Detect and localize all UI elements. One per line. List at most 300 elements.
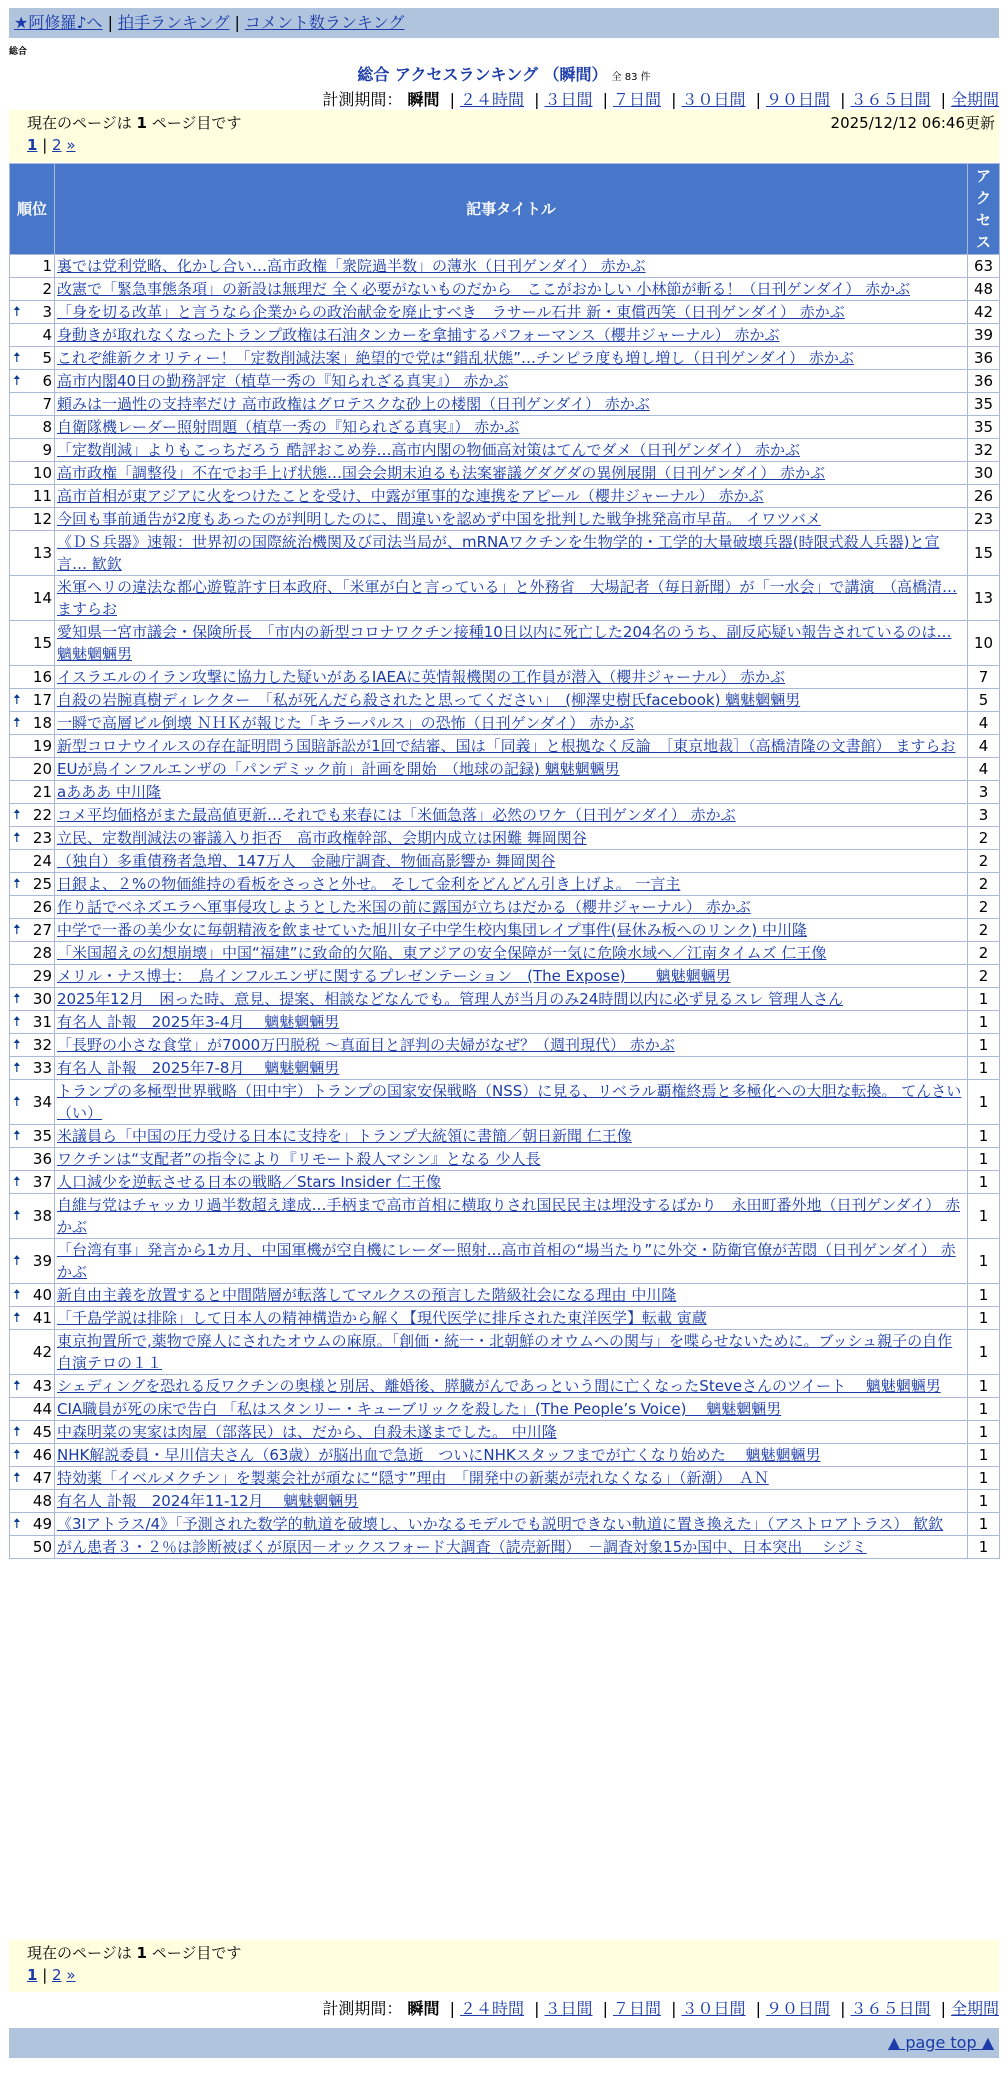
title-cell xyxy=(55,735,968,758)
article-link[interactable]: 愛知県一宮市議会・保険所長 「市内の新型コロナワクチン接種10日以内に死亡した204名のうち、副反応疑い報告されているのは… 魑魅魍魎男 xyxy=(57,623,952,663)
ranking-table-body xyxy=(10,255,1000,1559)
title-cell xyxy=(55,531,968,576)
pager-prefix: 現在のページは xyxy=(27,1944,132,1962)
table-row xyxy=(10,255,1000,278)
page-links: 1 | 2 » xyxy=(27,1966,76,1984)
rank-cell xyxy=(10,1513,55,1536)
title-cell xyxy=(55,1194,968,1239)
table-row xyxy=(10,1490,1000,1513)
title-cell xyxy=(55,689,968,712)
up-arrow-icon: 🠅 xyxy=(13,1447,21,1463)
access-count: 4 xyxy=(968,758,1000,781)
rank-number: 40 xyxy=(32,1286,52,1304)
rank-number: 25 xyxy=(32,875,52,893)
access-count: 2 xyxy=(968,850,1000,873)
up-arrow-icon: 🠅 xyxy=(13,876,21,892)
title-cell xyxy=(55,416,968,439)
rank-cell xyxy=(10,1148,55,1171)
rank-number: 22 xyxy=(32,806,52,824)
separator: | xyxy=(534,90,540,109)
separator: | xyxy=(840,1999,846,2018)
table-row xyxy=(10,1194,1000,1239)
access-count: 1 xyxy=(968,1080,1000,1125)
top-nav-bar xyxy=(9,8,999,38)
rank-number: 26 xyxy=(32,898,52,916)
top-link-asyura[interactable]: ★阿修羅♪へ xyxy=(14,13,103,32)
title-cell xyxy=(55,1513,968,1536)
access-count: 1 xyxy=(968,1148,1000,1171)
period-link-90d[interactable]: ９０日間 xyxy=(765,1999,830,2018)
article-link[interactable]: シェディングを恐れる反ワクチンの奥様と別居、離婚後、膵臓がんであっという間に亡くなったSteveさんのツイート 魑魅魍魎男 xyxy=(57,1377,941,1395)
top-link-comment-ranking[interactable]: コメント数ランキング xyxy=(244,13,405,32)
rank-number: 17 xyxy=(32,691,52,709)
updated-timestamp: 2025/12/12 06:46更新 xyxy=(830,114,995,132)
title-cell xyxy=(55,439,968,462)
rank-number: 50 xyxy=(32,1538,52,1556)
access-count: 3 xyxy=(968,804,1000,827)
table-row xyxy=(10,485,1000,508)
pager-bottom xyxy=(9,1940,999,1992)
access-count: 1 xyxy=(968,1513,1000,1536)
header-title: 記事タイトル xyxy=(55,164,968,255)
title-cell xyxy=(55,1171,968,1194)
access-count: 1 xyxy=(968,1375,1000,1398)
rank-cell xyxy=(10,576,55,621)
up-arrow-icon: 🠅 xyxy=(13,922,21,938)
period-link-3d[interactable]: ３日間 xyxy=(544,90,593,109)
access-count: 2 xyxy=(968,896,1000,919)
title-cell xyxy=(55,508,968,531)
table-row xyxy=(10,689,1000,712)
table-row xyxy=(10,804,1000,827)
table-row xyxy=(10,666,1000,689)
rank-number: 42 xyxy=(32,1343,52,1361)
title-cell xyxy=(55,965,968,988)
rank-cell xyxy=(10,621,55,666)
rank-number: 36 xyxy=(32,1150,52,1168)
table-row xyxy=(10,1330,1000,1375)
article-link[interactable]: イスラエルのイラン攻撃に協力した疑いがあるIAEAに英情報機関の工作員が潜入（櫻井ジャーナル） 赤かぶ xyxy=(57,668,785,686)
rank-cell xyxy=(10,804,55,827)
page-title xyxy=(0,62,1008,85)
title-cell xyxy=(55,850,968,873)
rank-number: 45 xyxy=(32,1423,52,1441)
article-link[interactable]: 「米国超えの幻想崩壊」中国“福建”に致命的欠陥、東アジアの安全保障が一気に危険水域へ／江南タイムズ 仁王像 xyxy=(57,944,827,962)
period-link-7d[interactable]: ７日間 xyxy=(612,90,661,109)
access-count: 1 xyxy=(968,1444,1000,1467)
footer-bar xyxy=(9,2028,999,2058)
table-row xyxy=(10,301,1000,324)
rank-number: 39 xyxy=(32,1252,52,1270)
rank-cell xyxy=(10,1034,55,1057)
pager-current-page: 1 xyxy=(136,114,147,132)
article-link[interactable]: コメ平均価格がまた最高値更新…それでも来春には「米価急落」必然のワケ（日刊ゲンダイ） 赤かぶ xyxy=(57,806,736,824)
rank-number: 30 xyxy=(32,990,52,1008)
pager-prefix: 現在のページは xyxy=(27,114,132,132)
separator: | xyxy=(940,1999,946,2018)
article-link[interactable]: 有名人 訃報 2025年7-8月 魑魅魍魎男 xyxy=(57,1059,340,1077)
table-row xyxy=(10,827,1000,850)
period-link-24h[interactable]: ２４時間 xyxy=(459,1999,524,2018)
access-count: 15 xyxy=(968,531,1000,576)
rank-number: 21 xyxy=(32,783,52,801)
rank-cell xyxy=(10,439,55,462)
article-link[interactable]: 《3Iアトラス/4》「予測された数学的軌道を破壊し、いかなるモデルでも説明できない軌道に置き換えた」（アストロアトラス） 歓欽 xyxy=(57,1515,944,1533)
access-count: 63 xyxy=(968,255,1000,278)
rank-cell xyxy=(10,758,55,781)
up-arrow-icon: 🠅 xyxy=(13,807,21,823)
table-header-row xyxy=(10,164,1000,255)
article-link[interactable]: NHK解説委員・早川信夫さん（63歳）が脳出血で急逝 ついにNHKスタッフまでが亡くなり始めた 魑魅魍魎男 xyxy=(57,1446,821,1464)
rank-number: 16 xyxy=(32,668,52,686)
access-count: 1 xyxy=(968,1421,1000,1444)
article-link[interactable]: 自衛隊機レーダー照射問題（植草一秀の『知られざる真実』） 赤かぶ xyxy=(57,418,520,436)
separator: | xyxy=(602,1999,608,2018)
item-count: 全 83 件 xyxy=(611,72,651,83)
article-link[interactable]: 立民、定数削減法の審議入り拒否 高市政権幹部、会期内成立は困難 舞岡関谷 xyxy=(57,829,587,847)
access-count: 1 xyxy=(968,1125,1000,1148)
access-count: 1 xyxy=(968,1011,1000,1034)
access-count: 42 xyxy=(968,301,1000,324)
rank-number: 13 xyxy=(32,544,52,562)
table-row xyxy=(10,508,1000,531)
period-link-7d[interactable]: ７日間 xyxy=(612,1999,661,2018)
article-link[interactable]: 米議員ら「中国の圧力受ける日本に支持を」トランプ大統領に書簡／朝日新聞 仁王像 xyxy=(57,1127,632,1145)
title-cell xyxy=(55,301,968,324)
article-link[interactable]: CIA職員が死の床で告白 「私はスタンリー・キューブリックを殺した」(The People’s Voice) 魑魅魍魎男 xyxy=(57,1400,782,1418)
article-link[interactable]: 高市首相が東アジアに火をつけたことを受け、中露が軍事的な連携をアピール（櫻井ジャーナル） 赤かぶ xyxy=(57,487,764,505)
separator: | xyxy=(449,90,455,109)
pager-top xyxy=(9,110,999,162)
page-link-2[interactable]: 2 xyxy=(52,136,62,154)
title-cell xyxy=(55,942,968,965)
rank-number: 12 xyxy=(32,510,52,528)
period-link-all[interactable]: 全期間 xyxy=(950,1999,999,2018)
table-row xyxy=(10,1080,1000,1125)
rank-cell xyxy=(10,1080,55,1125)
table-row xyxy=(10,393,1000,416)
article-link[interactable]: 新自由主義を放置すると中間階層が転落してマルクスの預言した階級社会になる理由 中川隆 xyxy=(57,1286,677,1304)
period-selector-top xyxy=(322,87,999,110)
table-row xyxy=(10,896,1000,919)
article-link[interactable]: ワクチンは“支配者”の指令により『リモート殺人マシン』となる 少人長 xyxy=(57,1150,541,1168)
up-arrow-icon: 🠅 xyxy=(13,991,21,1007)
table-row xyxy=(10,1011,1000,1034)
up-arrow-icon: 🠅 xyxy=(13,1174,21,1190)
access-count: 23 xyxy=(968,508,1000,531)
period-selector-bottom xyxy=(322,1996,999,2019)
access-count: 26 xyxy=(968,485,1000,508)
page-title-text: 総合 アクセスランキング （瞬間） xyxy=(357,65,608,84)
access-count: 1 xyxy=(968,1536,1000,1559)
article-link[interactable]: 高市政権「調整役」不在でお手上げ状態…国会会期末迫るも法案審議グダグダの異例展開（日刊ゲンダイ） 赤かぶ xyxy=(57,464,825,482)
period-link-30d[interactable]: ３０日間 xyxy=(681,1999,746,2018)
table-row xyxy=(10,1057,1000,1080)
title-cell xyxy=(55,781,968,804)
rank-cell xyxy=(10,1467,55,1490)
separator: | xyxy=(755,1999,761,2018)
article-link[interactable]: 頼みは一過性の支持率だけ 高市政権はグロテスクな砂上の楼閣（日刊ゲンダイ） 赤かぶ xyxy=(57,395,650,413)
rank-number: 35 xyxy=(32,1127,52,1145)
rank-cell xyxy=(10,942,55,965)
table-row xyxy=(10,781,1000,804)
page-link-next[interactable]: » xyxy=(66,136,76,154)
article-link[interactable]: 改憲で「緊急事態条項」の新設は無理だ 全く必要がないものだから ここがおかしい 小林節が斬る！（日刊ゲンダイ） 赤かぶ xyxy=(57,280,911,298)
up-arrow-icon: 🠅 xyxy=(13,1253,21,1269)
title-cell xyxy=(55,1011,968,1034)
period-link-24h[interactable]: ２４時間 xyxy=(459,90,524,109)
title-cell xyxy=(55,370,968,393)
table-row xyxy=(10,712,1000,735)
article-link[interactable]: （独自）多重債務者急増、147万人 金融庁調査、物価高影響か 舞岡関谷 xyxy=(57,852,556,870)
period-link-365d[interactable]: ３６５日間 xyxy=(850,1999,931,2018)
page-link-1[interactable]: 1 xyxy=(27,136,38,154)
rank-number: 6 xyxy=(42,372,52,390)
access-count: 10 xyxy=(968,621,1000,666)
title-cell xyxy=(55,576,968,621)
article-link[interactable]: 「千島学説は排除」して日本人の精神構造から解く【現代医学に排斥された東洋医学】転載 寅蔵 xyxy=(57,1309,707,1327)
table-row xyxy=(10,621,1000,666)
title-cell xyxy=(55,919,968,942)
rank-number: 38 xyxy=(32,1207,52,1225)
rank-number: 7 xyxy=(42,395,52,413)
rank-cell xyxy=(10,1490,55,1513)
article-link[interactable]: 裏では党利党略、化かし合い…高市政権「衆院過半数」の薄氷（日刊ゲンダイ） 赤かぶ xyxy=(57,257,646,275)
rank-number: 15 xyxy=(32,634,52,652)
up-arrow-icon: 🠅 xyxy=(13,1470,21,1486)
rank-cell xyxy=(10,255,55,278)
access-count: 1 xyxy=(968,1398,1000,1421)
rank-number: 33 xyxy=(32,1059,52,1077)
top-link-clap-ranking[interactable]: 拍手ランキング xyxy=(117,13,230,32)
table-row xyxy=(10,1148,1000,1171)
article-link[interactable]: 高市内閣40日の勤務評定（植草一秀の『知られざる真実』） 赤かぶ xyxy=(57,372,509,390)
rank-number: 5 xyxy=(42,349,52,367)
rank-cell xyxy=(10,1125,55,1148)
article-link[interactable]: 「台湾有事」発言から1カ月、中国軍機が空自機にレーダー照射…高市首相の“場当たり”に外交・防衛官僚が苦悶（日刊ゲンダイ） 赤かぶ xyxy=(57,1241,956,1281)
rank-cell xyxy=(10,1057,55,1080)
article-link[interactable]: 「身を切る改革」と言うなら企業からの政治献金を廃止すべき ラサール石井 新・東償西笑（日刊ゲンダイ） 赤かぶ xyxy=(57,303,845,321)
rank-cell xyxy=(10,735,55,758)
rank-cell xyxy=(10,508,55,531)
rank-cell xyxy=(10,531,55,576)
title-cell xyxy=(55,1148,968,1171)
rank-cell xyxy=(10,324,55,347)
access-count: 1 xyxy=(968,1467,1000,1490)
title-cell xyxy=(55,1467,968,1490)
title-cell xyxy=(55,1536,968,1559)
up-arrow-icon: 🠅 xyxy=(13,1060,21,1076)
title-cell xyxy=(55,621,968,666)
period-link-all[interactable]: 全期間 xyxy=(950,90,999,109)
up-arrow-icon: 🠅 xyxy=(13,1516,21,1532)
up-arrow-icon: 🠅 xyxy=(13,830,21,846)
article-link[interactable]: 自維与党はチャッカリ過半数超え達成…手柄まで高市首相に横取りされ国民民主は埋没するばかり 永田町番外地（日刊ゲンダイ） 赤かぶ xyxy=(57,1196,961,1236)
period-link-30d[interactable]: ３０日間 xyxy=(681,90,746,109)
access-count: 3 xyxy=(968,781,1000,804)
category-label: 総合 xyxy=(9,47,28,57)
table-row xyxy=(10,576,1000,621)
rank-cell xyxy=(10,919,55,942)
article-link[interactable]: 日銀よ、２%の物価維持の看板をさっさと外せ。 そして金利をどんどん引き上げよ。 一言主 xyxy=(57,875,681,893)
rank-cell xyxy=(10,1171,55,1194)
article-link[interactable]: 2025年12月 困った時、意見、提案、相談などなんでも。管理人が当月のみ24時間以内に必ず見るスレ 管理人さん xyxy=(57,990,844,1008)
article-link[interactable]: 有名人 訃報 2024年11-12月 魑魅魍魎男 xyxy=(57,1492,359,1510)
rank-number: 27 xyxy=(32,921,52,939)
table-row xyxy=(10,1421,1000,1444)
table-row xyxy=(10,873,1000,896)
article-link[interactable]: 一瞬で高層ビル倒壊 ＮＨＫが報じた「キラーパルス」の恐怖（日刊ゲンダイ） 赤かぶ xyxy=(57,714,635,732)
rank-cell xyxy=(10,370,55,393)
title-cell xyxy=(55,896,968,919)
article-link[interactable]: 有名人 訃報 2025年3-4月 魑魅魍魎男 xyxy=(57,1013,340,1031)
rank-number: 20 xyxy=(32,760,52,778)
separator: | xyxy=(940,90,946,109)
article-link[interactable]: 今回も事前通告が2度もあったのが判明したのに、間違いを認めず中国を批判した戦争挑発高市早苗。 イワツバメ xyxy=(57,510,821,528)
rank-cell xyxy=(10,1284,55,1307)
article-link[interactable]: 人口減少を逆転させる日本の戦略／Stars Insider 仁王像 xyxy=(57,1173,441,1191)
article-link[interactable]: 新型コロナウイルスの存在証明問う国賠訴訟が1回で結審、国は「同義」と根拠なく反論 ［東京地裁］（高橋清隆の文書館） ますらお xyxy=(57,737,956,755)
up-arrow-icon: 🠅 xyxy=(13,1037,21,1053)
table-row xyxy=(10,919,1000,942)
article-link[interactable]: 特効薬「イベルメクチン」を製薬会社が頑なに“隠す”理由 「開発中の新薬が売れなくなる」（新潮） ＡＮ xyxy=(57,1469,769,1487)
title-cell xyxy=(55,1490,968,1513)
table-row xyxy=(10,1375,1000,1398)
access-count: 36 xyxy=(968,347,1000,370)
page-link-2[interactable]: 2 xyxy=(52,1966,62,1984)
table-row xyxy=(10,278,1000,301)
access-count: 1 xyxy=(968,1284,1000,1307)
rank-cell xyxy=(10,301,55,324)
table-row xyxy=(10,850,1000,873)
article-link[interactable]: 《ＤＳ兵器》速報：世界初の国際統治機関及び司法当局が、mRNAワクチンを生物学的・工学的大量破壊兵器(時限式殺人兵器)と宣言… 歓欽 xyxy=(57,533,940,573)
article-link[interactable]: 「長野の小さな食堂」が7000万円脱税 ～真面目と評判の夫婦がなぜ？（週刊現代） 赤かぶ xyxy=(57,1036,675,1054)
rank-number: 48 xyxy=(32,1492,52,1510)
access-count: 1 xyxy=(968,1171,1000,1194)
up-arrow-icon: 🠅 xyxy=(13,373,21,389)
rank-number: 49 xyxy=(32,1515,52,1533)
period-link-90d[interactable]: ９０日間 xyxy=(765,90,830,109)
access-count: 1 xyxy=(968,1194,1000,1239)
table-row xyxy=(10,1467,1000,1490)
up-arrow-icon: 🠅 xyxy=(13,304,21,320)
pager-suffix: ページ目です xyxy=(151,114,242,132)
table-row xyxy=(10,1284,1000,1307)
header-access: アクセス xyxy=(968,164,1000,255)
rank-cell xyxy=(10,278,55,301)
rank-cell xyxy=(10,1194,55,1239)
title-cell xyxy=(55,1239,968,1284)
rank-cell xyxy=(10,347,55,370)
rank-number: 9 xyxy=(42,441,52,459)
title-cell xyxy=(55,758,968,781)
article-link[interactable]: 自殺の岩腕真樹ディレクター 「私が死んだら殺されたと思ってください」 (柳澤史樹氏facebook) 魑魅魍魎男 xyxy=(57,691,801,709)
rank-cell xyxy=(10,1536,55,1559)
title-cell xyxy=(55,278,968,301)
up-arrow-icon: 🠅 xyxy=(13,1208,21,1224)
access-count: 32 xyxy=(968,439,1000,462)
article-link[interactable]: 身動きが取れなくなったトランプ政権は石油タンカーを拿捕するパフォーマンス（櫻井ジャーナル） 赤かぶ xyxy=(57,326,780,344)
title-cell xyxy=(55,666,968,689)
rank-number: 14 xyxy=(32,589,52,607)
access-count: 30 xyxy=(968,462,1000,485)
period-link-365d[interactable]: ３６５日間 xyxy=(850,90,931,109)
access-count: 48 xyxy=(968,278,1000,301)
article-link[interactable]: 作り話でベネズエラへ軍事侵攻しようとした米国の前に露国が立ちはだかる（櫻井ジャーナル） 赤かぶ xyxy=(57,898,751,916)
rank-number: 18 xyxy=(32,714,52,732)
access-count: 1 xyxy=(968,1057,1000,1080)
title-cell xyxy=(55,988,968,1011)
table-row xyxy=(10,965,1000,988)
up-arrow-icon: 🠅 xyxy=(13,1310,21,1326)
access-count: 1 xyxy=(968,988,1000,1011)
article-link[interactable]: がん患者３・２％は診断被ばくが原因－オックスフォード大調査（読売新聞） －調査対象15か国中、日本突出 シジミ xyxy=(57,1538,867,1556)
rank-cell xyxy=(10,1307,55,1330)
period-label: 計測期間： xyxy=(322,1999,403,2018)
rank-number: 3 xyxy=(42,303,52,321)
article-link[interactable]: 中学で一番の美少女に毎朝精液を飲ませていた旭川女子中学生校内集団レイプ事件(昼休み板へのリンク) 中川隆 xyxy=(57,921,807,939)
rank-number: 37 xyxy=(32,1173,52,1191)
separator: | xyxy=(671,90,677,109)
access-count: 2 xyxy=(968,827,1000,850)
rank-number: 43 xyxy=(32,1377,52,1395)
rank-number: 28 xyxy=(32,944,52,962)
title-cell xyxy=(55,873,968,896)
rank-number: 11 xyxy=(32,487,52,505)
rank-number: 47 xyxy=(32,1469,52,1487)
access-count: 1 xyxy=(968,1307,1000,1330)
article-link[interactable]: aあああ 中川隆 xyxy=(57,783,161,801)
separator: | xyxy=(107,13,113,32)
period-current: 瞬間 xyxy=(407,1999,440,2018)
article-link[interactable]: メリル・ナス博士： 鳥インフルエンザに関するプレゼンテーション (The Expose) 魑魅魍魎男 xyxy=(57,967,731,985)
article-link[interactable]: 米軍ヘリの違法な都心遊覧許す日本政府、「米軍が白と言っている」と外務省 大場記者（毎日新聞）が「一水会」で講演 （高橋清… ますらお xyxy=(57,578,958,618)
up-arrow-icon: 🠅 xyxy=(13,715,21,731)
period-link-3d[interactable]: ３日間 xyxy=(544,1999,593,2018)
page-link-1[interactable]: 1 xyxy=(27,1966,38,1984)
up-arrow-icon: 🠅 xyxy=(13,1287,21,1303)
article-link[interactable]: トランプの多極型世界戦略（田中宇）トランプの国家安保戦略（NSS）に見る、リベラル覇権終焉と多極化への大胆な転換。 てんさい（い） xyxy=(57,1082,962,1122)
rank-cell xyxy=(10,689,55,712)
article-link[interactable]: 東京拘置所で,薬物で廃人にされたオウムの麻原。「創価・統一・北朝鮮のオウムへの関与」を喋らせないために。ブッシュ親子の自作自演テロの１１ xyxy=(57,1332,953,1372)
rank-number: 34 xyxy=(32,1093,52,1111)
page-link-next[interactable]: » xyxy=(66,1966,76,1984)
period-label: 計測期間： xyxy=(322,90,403,109)
table-row xyxy=(10,1398,1000,1421)
up-arrow-icon: 🠅 xyxy=(13,1424,21,1440)
up-arrow-icon: 🠅 xyxy=(13,1378,21,1394)
title-cell xyxy=(55,827,968,850)
rank-cell xyxy=(10,462,55,485)
article-link[interactable]: 中森明菜の実家は肉屋（部落民）は、だから、自殺未遂までした。 中川隆 xyxy=(57,1423,557,1441)
title-cell xyxy=(55,1034,968,1057)
table-row xyxy=(10,942,1000,965)
page-top-link[interactable]: ▲ page top ▲ xyxy=(887,2033,994,2052)
article-link[interactable]: これぞ維新クオリティー！「定数削減法案」絶望的で党は“錯乱状態”…チンピラ度も増し増し（日刊ゲンダイ） 赤かぶ xyxy=(57,349,854,367)
access-count: 1 xyxy=(968,1490,1000,1513)
title-cell xyxy=(55,462,968,485)
rank-cell xyxy=(10,965,55,988)
table-row xyxy=(10,370,1000,393)
table-row xyxy=(10,462,1000,485)
table-row xyxy=(10,324,1000,347)
up-arrow-icon: 🠅 xyxy=(13,1094,21,1110)
rank-cell xyxy=(10,416,55,439)
article-link[interactable]: EUが鳥インフルエンザの「パンデミック前」計画を開始 （地球の記録) 魑魅魍魎男 xyxy=(57,760,620,778)
access-count: 35 xyxy=(968,416,1000,439)
article-link[interactable]: 「定数削減」よりもこっちだろう 酷評おこめ券…高市内閣の物価高対策はてんでダメ（日刊ゲンダイ） 赤かぶ xyxy=(57,441,801,459)
rank-cell xyxy=(10,988,55,1011)
